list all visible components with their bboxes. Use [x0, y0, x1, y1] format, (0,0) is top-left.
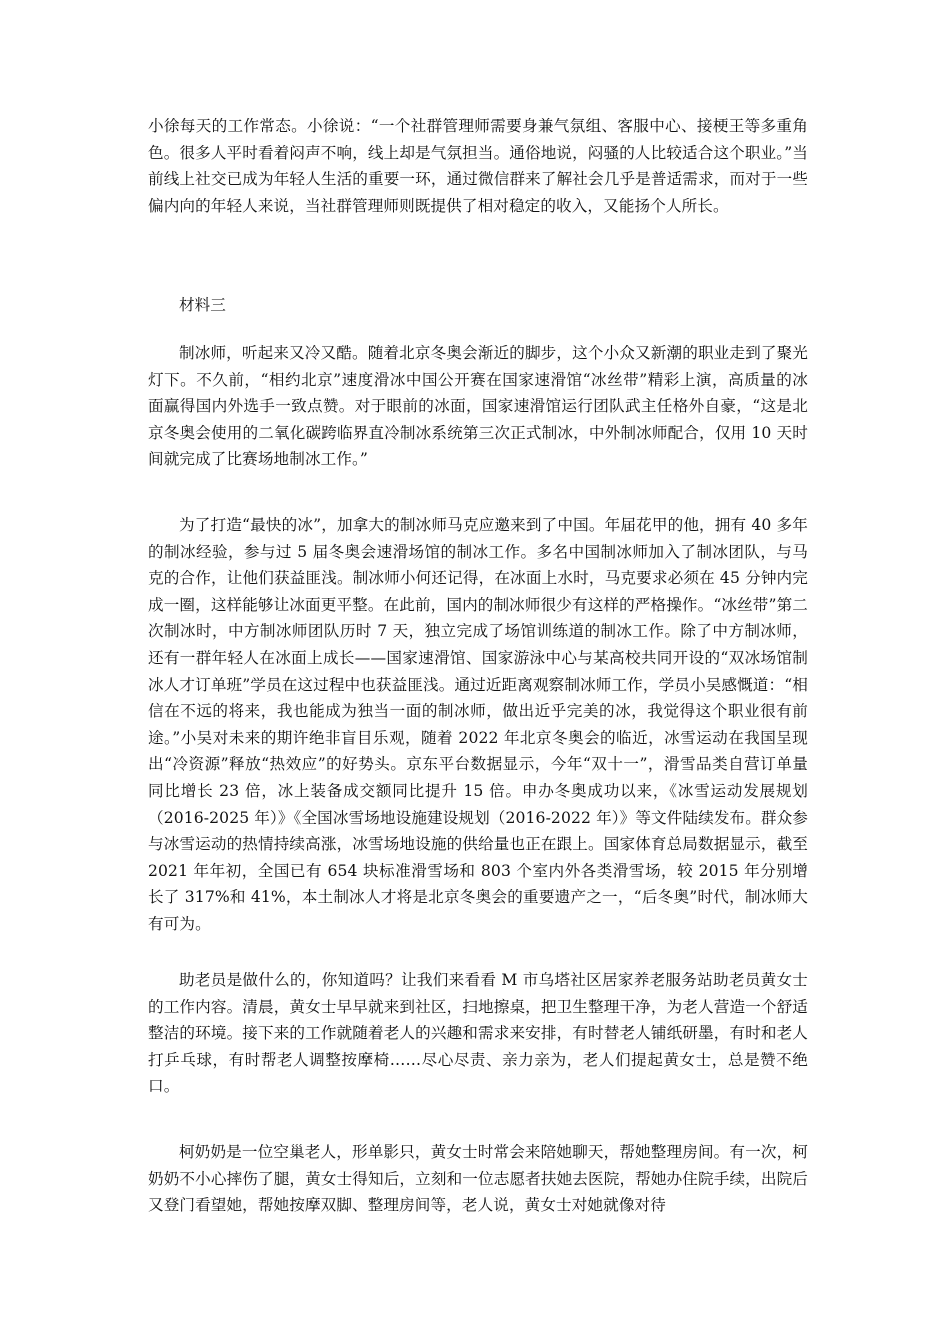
paragraph-elderly-assistant: 助老员是做什么的，你知道吗？让我们来看看 M 市乌塔社区居家养老服务站助老员黄女士的工作内容。清晨，黄女士早早就来到社区，扫地擦桌，把卫生整理干净，为老人营造一个舒适整洁的环境。接下来的工作就随着老人的兴趣和需求来安排，有时替老人铺纸研墨，有时和老人打乒乓球，有时帮老人调整按摩椅……尽心尽责、亲力亲为，老人们提起黄女士，总是赞不绝口。 [148, 971, 808, 1096]
section-heading-material-three: 材料三 [179, 296, 226, 314]
paragraph-grandma-ke: 柯奶奶是一位空巢老人，形单影只，黄女士时常会来陪她聊天，帮她整理房间。有一次，柯奶奶不小心摔伤了腿，黄女士得知后，立刻和一位志愿者扶她去医院，帮她办住院手续，出院后又登门看望她，帮她按摩双脚、整理房间等，老人说，黄女士对她就像对待 [148, 1143, 808, 1215]
paragraph-social-community-manager: 小徐每天的工作常态。小徐说：“一个社群管理师需要身兼气氛组、客服中心、接梗王等多重角色。很多人平时看着闷声不响，线上却是气氛担当。通俗地说，闷骚的人比较适合这个职业。”当前线上社交已成为年轻人生活的重要一环，通过微信群来了解社会几乎是普适需求，而对于一些偏内向的年轻人来说，当社群管理师则既提供了相对稳定的收入，又能扬个人所长。 [148, 117, 808, 215]
paragraph-ice-maker-intro: 制冰师，听起来又冷又酷。随着北京冬奥会渐近的脚步，这个小众又新潮的职业走到了聚光灯下。不久前，“相约北京”速度滑冰中国公开赛在国家速滑馆“冰丝带”精彩上演，高质量的冰面赢得国内外选手一致点赞。对于眼前的冰面，国家速滑馆运行团队武主任格外自豪，“这是北京冬奥会使用的二氧化碳跨临界直冷制冰系统第三次正式制冰，中外制冰师配合，仅用 10 天时间就完成了比赛场地制冰工作。” [148, 344, 808, 469]
paragraph-fastest-ice: 为了打造“最快的冰”，加拿大的制冰师马克应邀来到了中国。年届花甲的他，拥有 40 多年的制冰经验，参与过 5 届冬奥会速滑场馆的制冰工作。多名中国制冰师加入了制冰团队，与马克的合作，让他们获益匪浅。制冰师小何还记得，在冰面上水时，马克要求必须在 45 分钟内完成一圈，这样能够让冰面更平整。在此前，国内的制冰师很少有这样的严格操作。“冰丝带”第二次制冰时，中方制冰师团队历时 7 天，独立完成了场馆训练道的制冰工作。除了中方制冰师，还有一群年轻人在冰面上成长——国家速滑馆、国家游泳中心与某高校共同开设的“双冰场馆制冰人才订单班”学员在这过程中也获益匪浅。通过近距离观察制冰师工作，学员小吴感慨道：“相信在不远的将来，我也能成为独当一面的制冰师，做出近乎完美的冰，我觉得这个职业很有前途。”小吴对未来的期许绝非盲目乐观，随着 2022 年北京冬奥会的临近，冰雪运动在我国呈现出“冷资源”释放“热效应”的好势头。京东平台数据显示，今年“双十一”，滑雪品类自营订单量同比增长 23 倍，冰上装备成交额同比提升 15 倍。申办冬奥成功以来，《冰雪运动发展规划（2016-2025 年）》《全国冰雪场地设施建设规划（2016-2022 年）》等文件陆续发布。群众参与冰雪运动的热情持续高涨，冰雪场地设施的供给量也正在跟上。国家体育总局数据显示，截至 2021 年年初，全国已有 654 块标准滑雪场和 803 个室内外各类滑雪场，较 2015 年分别增长了 317%和 41%，本土制冰人才将是北京冬奥会的重要遗产之一，“后冬奥”时代，制冰师大有可为。 [148, 516, 808, 933]
